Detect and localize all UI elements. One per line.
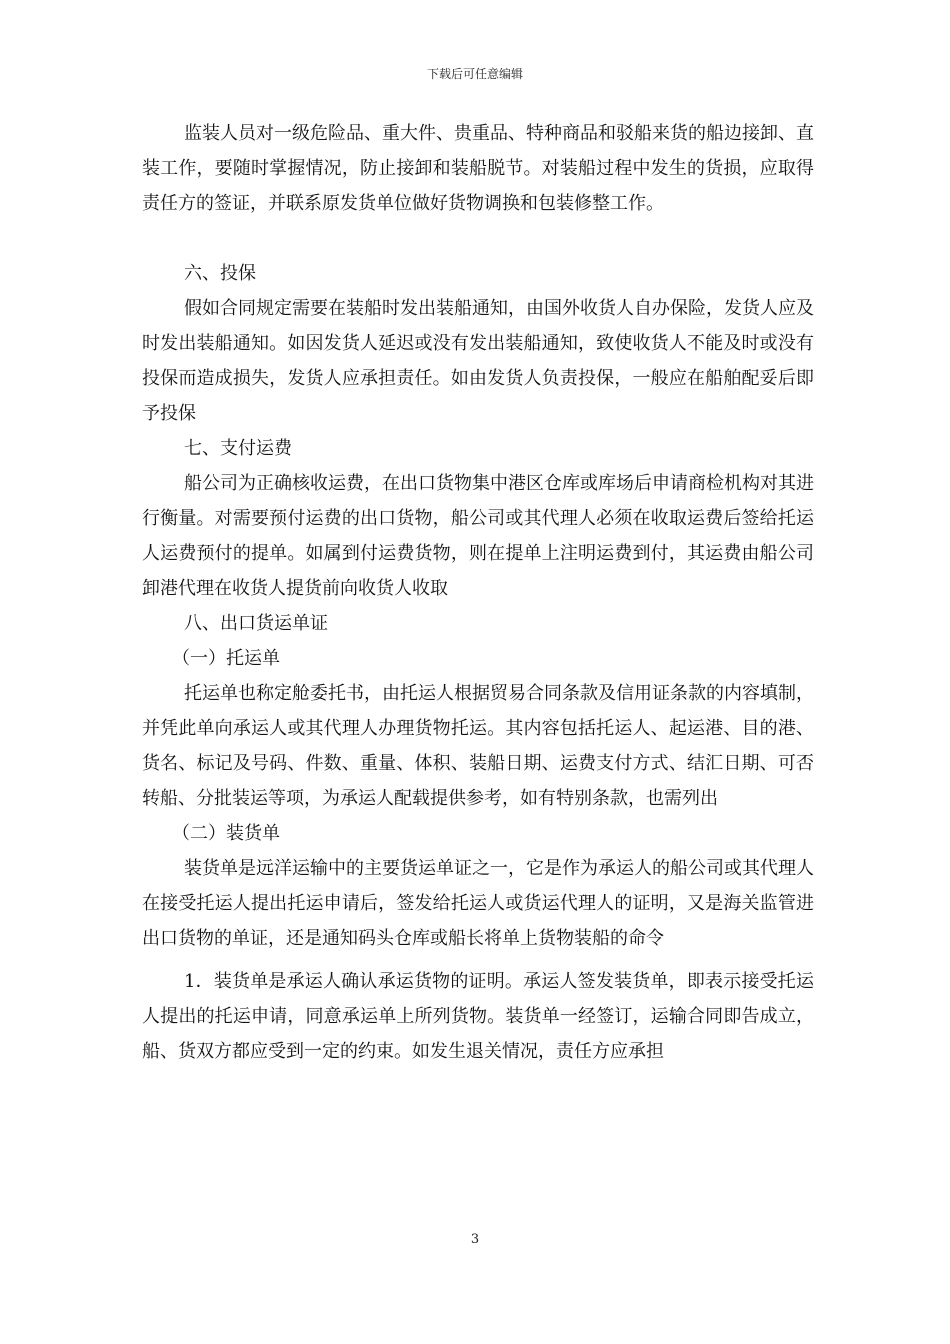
paragraph-shipping-order: 装货单是远洋运输中的主要货运单证之一，它是作为承运人的船公司或其代理人在接受托运人提出托运申请后，签发给托运人或货运代理人的证明，又是海关监管进出口货物的单证，还是通知码头仓库或船长将单上货物装船的命令 [142, 858, 814, 949]
paragraph-shipping-order-item-1: 1．装货单是承运人确认承运货物的证明。承运人签发装货单，即表示接受托运人提出的托运申请，同意承运单上所列货物。装货单一经签订，运输合同即告成立，船、货双方都应受到一定的约束。如发生退关情况，责任方应承担 [142, 971, 814, 1062]
page-number: 3 [470, 1232, 480, 1247]
heading-shipping-order: （二）装货单 [172, 823, 280, 844]
heading-export-documents: 八、出口货运单证 [184, 613, 328, 634]
heading-freight-payment: 七、支付运费 [184, 438, 292, 459]
heading-insurance: 六、投保 [184, 263, 256, 284]
paragraph-insurance: 假如合同规定需要在装船时发出装船通知，由国外收货人自办保险，发货人应及时发出装船通知。如因发货人延迟或没有发出装船通知，致使收货人不能及时或没有投保而造成损失，发货人应承担责任。如由发货人负责投保，一般应在船舶配妥后即予投保 [142, 298, 814, 424]
heading-booking-note: （一）托运单 [172, 648, 280, 669]
paragraph-loading-supervision: 监装人员对一级危险品、重大件、贵重品、特种商品和驳船来货的船边接卸、直装工作，要随时掌握情况，防止接卸和装船脱节。对装船过程中发生的货损，应取得责任方的签证，并联系原发货单位做好货物调换和包装修整工作。 [142, 123, 814, 214]
page-header: 下载后可任意编辑 [426, 67, 523, 81]
paragraph-freight-payment: 船公司为正确核收运费，在出口货物集中港区仓库或库场后申请商检机构对其进行衡量。对需要预付运费的出口货物，船公司或其代理人必须在收取运费后签给托运人运费预付的提单。如属到付运费货物，则在提单上注明运费到付，其运费由船公司卸港代理在收货人提货前向收货人收取 [142, 473, 814, 599]
document-body [142, 116, 814, 1069]
paragraph-booking-note: 托运单也称定舱委托书，由托运人根据贸易合同条款及信用证条款的内容填制，并凭此单向承运人或其代理人办理货物托运。其内容包括托运人、起运港、目的港、货名、标记及号码、件数、重量、体积、装船日期、运费支付方式、结汇日期、可否转船、分批装运等项，为承运人配载提供参考，如有特别条款，也需列出 [142, 683, 814, 809]
